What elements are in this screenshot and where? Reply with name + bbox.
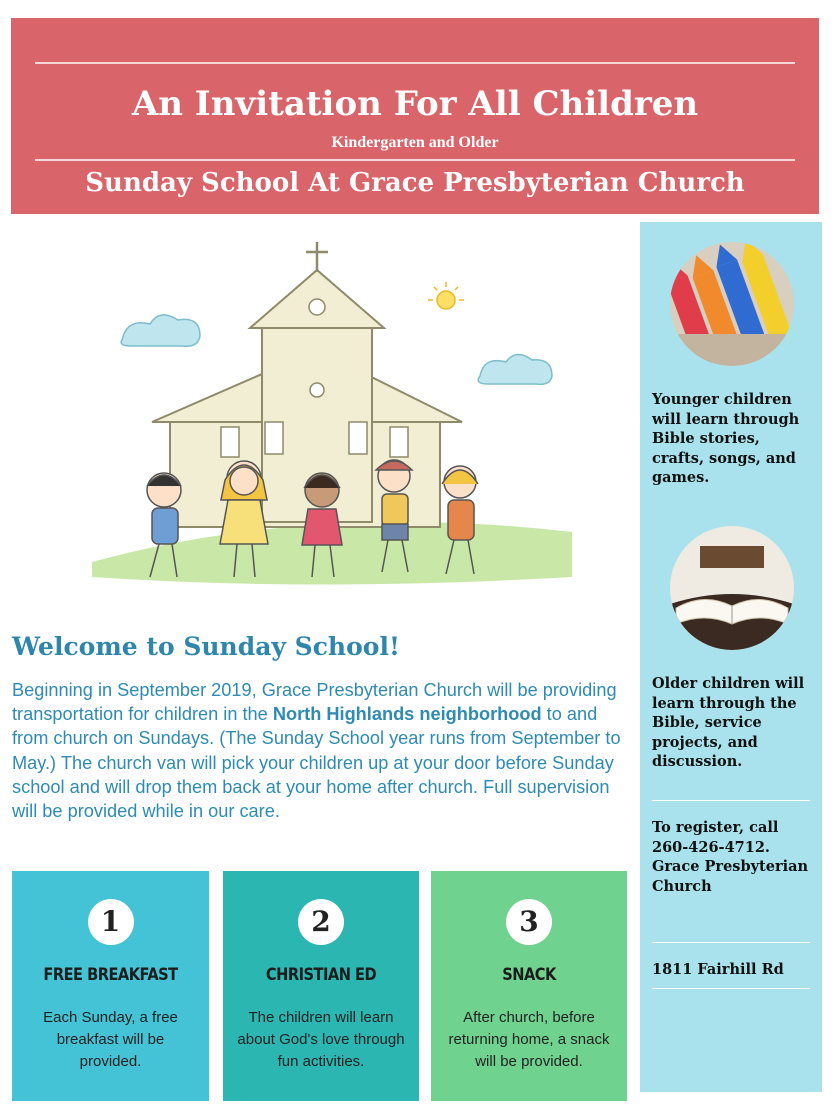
feature-title: SNACK [502, 965, 556, 985]
sidebar-divider [652, 988, 810, 989]
feature-description: The children will learn about God's love through fun activities. [237, 1009, 405, 1070]
feature-number-badge: 1 [88, 899, 134, 945]
church-headline: Sunday School At Grace Presbyterian Church [85, 168, 745, 198]
feature-number-badge: 2 [298, 899, 344, 945]
feature-description: After church, before returning home, a snack will be provided. [448, 1009, 610, 1070]
page-subtitle: Kindergarten and Older [331, 134, 499, 151]
banner-top-rule [35, 62, 795, 64]
feature-title: FREE BREAKFAST [43, 965, 178, 985]
page-title: An Invitation For All Children [131, 84, 699, 124]
sidebar-divider [652, 800, 810, 801]
church-children-illustration [12, 232, 626, 612]
younger-children-text: Younger children will learn through Bible stories, crafts, songs, and games. [652, 391, 800, 486]
feature-description: Each Sunday, a free breakfast will be provided. [43, 1009, 178, 1070]
feature-card-snack [431, 871, 627, 1101]
welcome-text-part2: to and from church on Sundays. (The Sunday School year runs from September to May.) The church van will pick your children up at your door before Sunday school and will drop them back at your home after church. Full supervision will be provided while in our care. [12, 704, 621, 822]
feature-number-badge: 3 [506, 899, 552, 945]
feature-card-breakfast [12, 871, 209, 1101]
feature-title: CHRISTIAN ED [265, 965, 377, 985]
sidebar-divider [652, 942, 810, 943]
older-children-text: Older children will learn through the Bible, service projects, and discussion. [652, 675, 805, 770]
welcome-paragraph [12, 678, 627, 823]
welcome-heading: Welcome to Sunday School! [12, 632, 400, 661]
registration-info: To register, call 260-426-4712. Grace Presbyterian Church [652, 819, 809, 895]
bible-photo [670, 526, 794, 650]
banner-middle-rule [35, 159, 795, 161]
header-banner [11, 18, 819, 214]
crayons-photo [670, 242, 794, 366]
welcome-text-part1: Beginning in September 2019, Grace Presbyterian Church will be providing transportation for children in the [12, 680, 617, 725]
neighborhood-name: North Highlands neighborhood [272, 704, 542, 725]
info-sidebar [640, 222, 822, 1092]
church-address: 1811 Fairhill Rd [652, 961, 784, 978]
feature-card-christian-ed [223, 871, 419, 1101]
